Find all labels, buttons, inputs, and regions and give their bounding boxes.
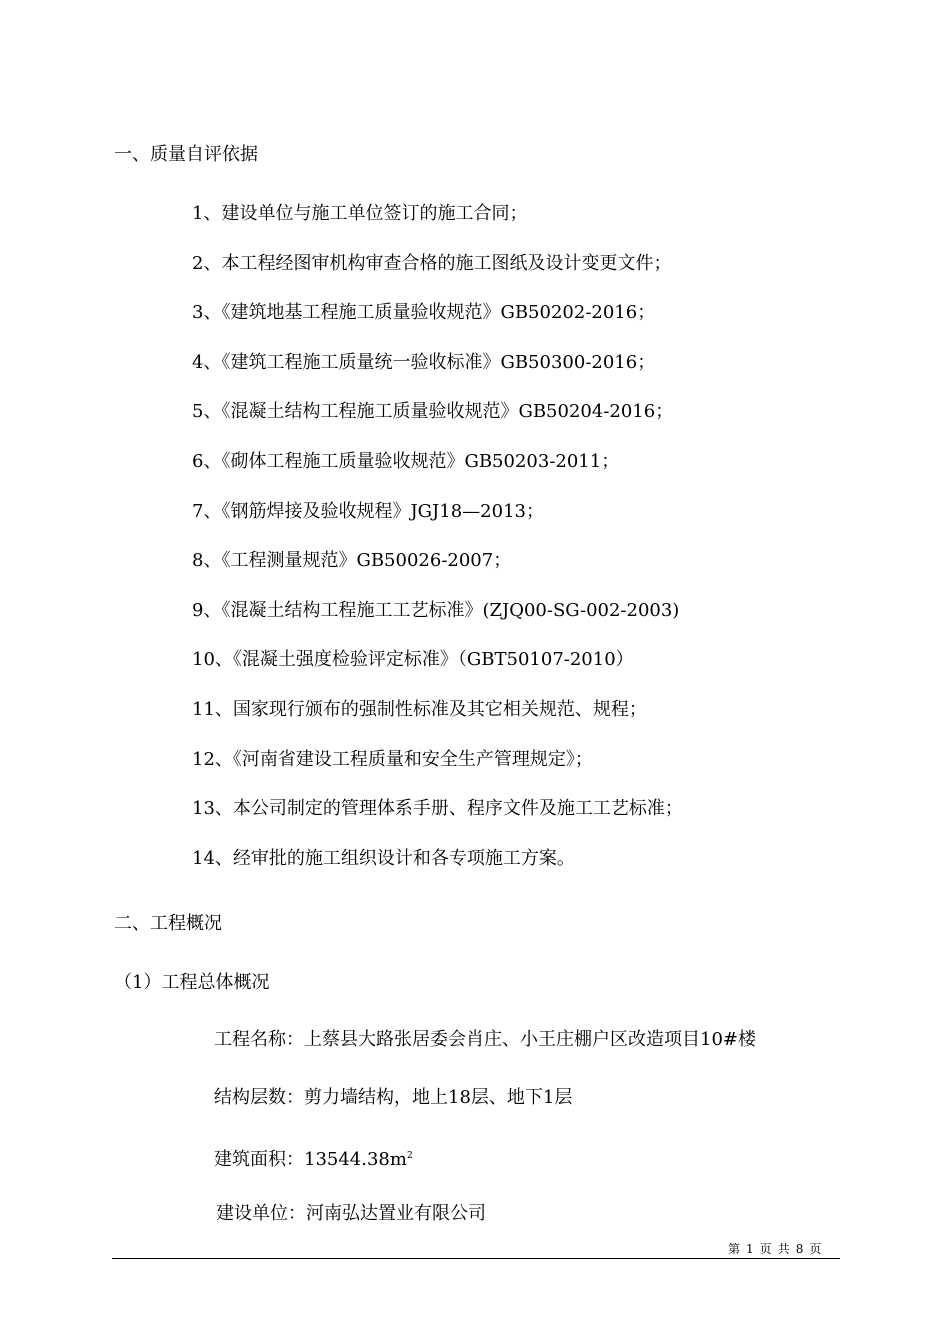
owner-unit: 建设单位：河南弘达置业有限公司 — [216, 1203, 486, 1224]
footer-di: 第 — [728, 1242, 741, 1256]
list-item: 1、建设单位与施工单位签订的施工合同； — [192, 203, 528, 224]
footer-total-pages: 8 — [795, 1242, 804, 1256]
area-superscript: 2 — [406, 1151, 413, 1161]
section-1-title: 一、质量自评依据 — [114, 144, 258, 165]
list-item: 12、《河南省建设工程质量和安全生产管理规定》； — [192, 749, 593, 770]
list-item: 11、国家现行颁布的强制性标准及其它相关规范、规程； — [192, 699, 647, 720]
section-2-title: 二、工程概况 — [114, 913, 222, 934]
list-item: 6、《砌体工程施工质量验收规范》GB50203-2011； — [192, 451, 620, 472]
list-item: 10、《混凝土强度检验评定标准》（GBT50107-2010） — [192, 649, 634, 670]
footer-current-page: 1 — [746, 1242, 754, 1256]
structure-floors: 结构层数：剪力墙结构，地上18层、地下1层 — [214, 1087, 573, 1108]
list-item: 3、《建筑地基工程施工质量验收规范》GB50202-2016； — [192, 302, 656, 323]
page-number — [728, 1242, 827, 1256]
building-area-text: 建筑面积：13544.38m — [214, 1149, 407, 1170]
list-item: 14、经审批的施工组织设计和各专项施工方案。 — [192, 848, 575, 869]
subsection-title: （1）工程总体概况 — [114, 972, 270, 993]
list-item: 2、本工程经图审机构审查合格的施工图纸及设计变更文件； — [192, 253, 672, 274]
footer-ye: 页 — [759, 1242, 772, 1256]
list-item: 13、本公司制定的管理体系手册、程序文件及施工工艺标准； — [192, 798, 683, 819]
footer-ye2: 页 — [809, 1242, 822, 1256]
list-item: 7、《钢筋焊接及验收规程》JGJ18—2013； — [192, 501, 544, 522]
list-item: 5、《混凝土结构工程施工质量验收规范》GB50204-2016； — [192, 401, 674, 422]
building-area — [214, 1144, 413, 1172]
project-name: 工程名称：上蔡县大路张居委会肖庄、小王庄棚户区改造项目10#楼 — [214, 1029, 756, 1050]
footer-gong: 共 — [777, 1242, 790, 1256]
list-item: 9、《混凝土结构工程施工工艺标准》(ZJQ00-SG-002-2003) — [192, 600, 680, 621]
list-item: 4、《建筑工程施工质量统一验收标准》GB50300-2016； — [192, 352, 656, 373]
footer-divider — [112, 1258, 840, 1259]
list-item: 8、《工程测量规范》GB50026-2007； — [192, 550, 512, 571]
